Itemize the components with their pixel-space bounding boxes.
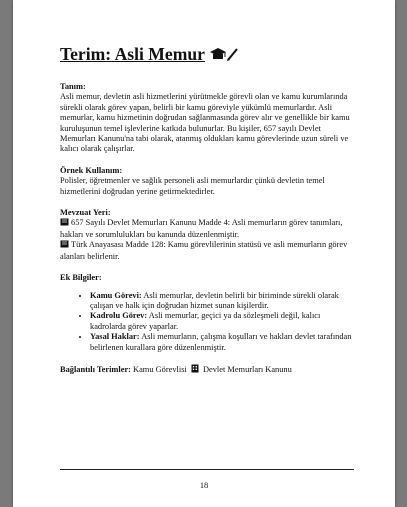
- legislation-item: [60, 218, 354, 240]
- example-section: [60, 166, 354, 197]
- related-term: Devlet Memurları Kanunu: [202, 364, 292, 374]
- list-item-label: Kamu Görevi:: [90, 290, 142, 300]
- list-item: [90, 291, 354, 312]
- legislation-item: [60, 240, 354, 262]
- related-term: Kamu Görevlisi: [133, 364, 187, 374]
- extra-section: [60, 273, 354, 353]
- book-icon: [60, 240, 69, 251]
- list-item-text: Asli memurlar, devletin belirli bir biriminde sürekli olarak çalışan ve halk için doğrudan hizmet sunan kişilerdir.: [90, 290, 339, 310]
- legislation-heading: Mevzuat Yeri:: [60, 208, 111, 218]
- page-title: [60, 44, 354, 64]
- page-content: [60, 44, 354, 376]
- building-icon: [191, 364, 199, 376]
- legislation-item-text: Türk Anayasası Madde 128: Kamu görevlilerinin statüsü ve asli memurların görev alanları belirlenir.: [60, 240, 348, 261]
- definition-section: [60, 82, 354, 155]
- list-item-label: Yasal Haklar:: [90, 332, 140, 342]
- graduation-cap-pen-icon: [209, 46, 239, 62]
- list-item: [90, 311, 354, 332]
- extra-list: [60, 291, 354, 353]
- legislation-section: [60, 208, 354, 262]
- footer-divider: [60, 469, 354, 470]
- related-terms: [60, 364, 354, 376]
- page-number: 18: [199, 481, 209, 490]
- legislation-item-text: 657 Sayılı Devlet Memurları Kanunu Madde 4: Asli memurların görev tanımları, hakları ve sorumlulukları bu kanunda düzenlenmiştir.: [60, 218, 343, 239]
- list-item-text: Asli memurlar, geçici ya da sözleşmeli değil, kalıcı kadrolarda görev yaparlar.: [90, 311, 321, 331]
- title-text: Terim: Asli Memur: [60, 44, 205, 64]
- book-icon: [60, 218, 69, 229]
- list-item-text: Asli memurların, çalışma koşulları ve hakları devlet tarafından belirlenen kurallara göre düzenlenmiştir.: [90, 332, 352, 352]
- list-item: [90, 332, 354, 353]
- example-heading: Örnek Kullanım:: [60, 165, 123, 175]
- definition-text: Asli memur, devletin asli hizmetlerini yürütmekle görevli olan ve kamu kurumlarında sürekli olarak görev yapan, belirli bir kamu göreviyle yükümlü memurlardır. Asli memurlar, kamu hizmetinin doğrudan sağlanmasında görev alır ve genellikle bir kamu kuruluşunun temel işlevlerine katkıda bulunurlar. Bu kişiler, 657 sayılı Devlet Memurları Kanunu'na tabi olarak, atanmış oldukları kamu görevlerinde uzun süreli ve kalıcı olarak çalışırlar.: [60, 92, 350, 154]
- list-item-label: Kadrolu Görev:: [90, 311, 148, 321]
- document-page: [13, 0, 395, 507]
- related-heading: Bağlantılı Terimler:: [60, 364, 131, 374]
- example-text: Polisler, öğretmenler ve sağlık personeli asli memurlardır çünkü devletin temel hizmetlerini doğrudan yerine getirmektedirler.: [60, 176, 325, 196]
- extra-heading: Ek Bilgiler:: [60, 273, 102, 283]
- definition-heading: Tanım:: [60, 82, 86, 91]
